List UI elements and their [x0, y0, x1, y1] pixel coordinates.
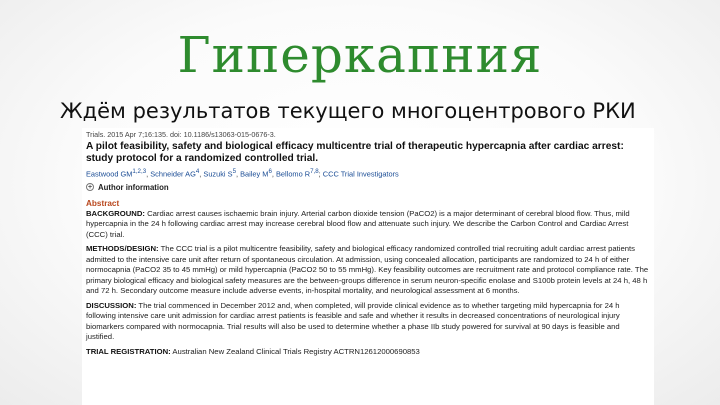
- author-list: Eastwood GM$^{1,2,3}$, Schneider $AG^4$, Suzuki $S^5$, Bailey $M^6$, Bellomo R$^{7,8}$; CCC Trial Investigators: [86, 168, 399, 179]
- paper-title: A pilot feasibility, safety and biological efficacy multicentre trial of therapeutic hypercapnia after cardiac arrest: study protocol for a randomized controlled trial.: [86, 141, 624, 165]
- section-label: DISCUSSION:: [86, 300, 137, 310]
- abstract-section-methods: [86, 244, 650, 296]
- section-text: The CCC trial is a pilot multicentre feasibility, safety and biological efficacy randomized controlled trial recruiting adult cardiac arrest patients admitted to the intensive care unit after return of spontaneous circulation. At admission, using concealed allocation, participants are randomized to 24 h of either normocapnia (PaCO2 35 to 45 mmHg) or mild hypercapnia (PaCO2 50 to 55 mmHg). Key feasibility outcomes are recruitment rate and protocol compliance rate. The primary biological efficacy and biological safety measures are the between-groups difference in serum neuron-specific enolase and S100b protein levels at 24 h, 48 h and 72 h. Secondary outcome measure include adverse events, in-hospital mortality, and neurological assessment at 6 months.: [86, 244, 649, 296]
- slide-subtitle: Ждём результатов текущего многоцентрового РКИ: [60, 99, 636, 123]
- abstract-heading: Abstract: [86, 198, 120, 208]
- author-link[interactable]: Bailey M: [240, 169, 269, 179]
- citation: Trials. 2015 Apr 7;16:135. doi: 10.1186/s13063-015-0676-3.: [86, 130, 276, 139]
- author-link[interactable]: Schneider AG: [150, 169, 196, 179]
- slide-title: Гиперкапния: [177, 26, 543, 84]
- trial-registration: [86, 347, 650, 356]
- author-affiliation: 4: [195, 168, 200, 176]
- registration-label: TRIAL REGISTRATION:: [86, 346, 171, 356]
- author-information-toggle[interactable]: [86, 183, 650, 192]
- section-label: METHODS/DESIGN:: [86, 244, 159, 254]
- author-link[interactable]: Eastwood GM: [86, 169, 133, 179]
- expand-plus-icon: +: [87, 184, 93, 192]
- abstract-section-discussion: [86, 301, 650, 343]
- author-link[interactable]: CCC Trial Investigators: [322, 169, 399, 179]
- section-text: Cardiac arrest causes ischaemic brain injury. Arterial carbon dioxide tension (PaCO2) is a major determinant of cerebral blood flow. Thus, mild hypercapnia in the 24 h following cardiac arrest may increase cerebral blood flow and attenuate such injury. We describe the Carbon Control and Cardiac Arrest (CCC) trial.: [86, 208, 630, 239]
- author-affiliation: 7,8: [310, 168, 319, 176]
- abstract-screenshot: [82, 128, 654, 405]
- section-label: BACKGROUND:: [86, 208, 145, 218]
- abstract-section-background: [86, 209, 650, 240]
- registration-text: Australian New Zealand Clinical Trials Registry ACTRN12612000690853: [172, 346, 420, 356]
- author-affiliation: 6: [268, 168, 272, 176]
- author-link[interactable]: Suzuki S: [203, 169, 233, 179]
- author-affiliation: 5: [232, 168, 236, 176]
- section-text: The trial commenced in December 2012 and, when completed, will provide clinical evidence as to whether targeting mild hypercapnia for 24 h following intensive care unit admission for cardiac arrest patients is feasible and safe and whether it results in decreased concentrations of neurological injury biomarkers compared with normocapnia. Trial results will also be used to determine whether a phase IIb study powered for survival at 90 days is feasible and justified.: [86, 300, 620, 342]
- author-information-label: Author information: [98, 182, 169, 192]
- author-link[interactable]: Bellomo R: [276, 169, 311, 179]
- author-affiliation: 1,2,3: [132, 168, 147, 176]
